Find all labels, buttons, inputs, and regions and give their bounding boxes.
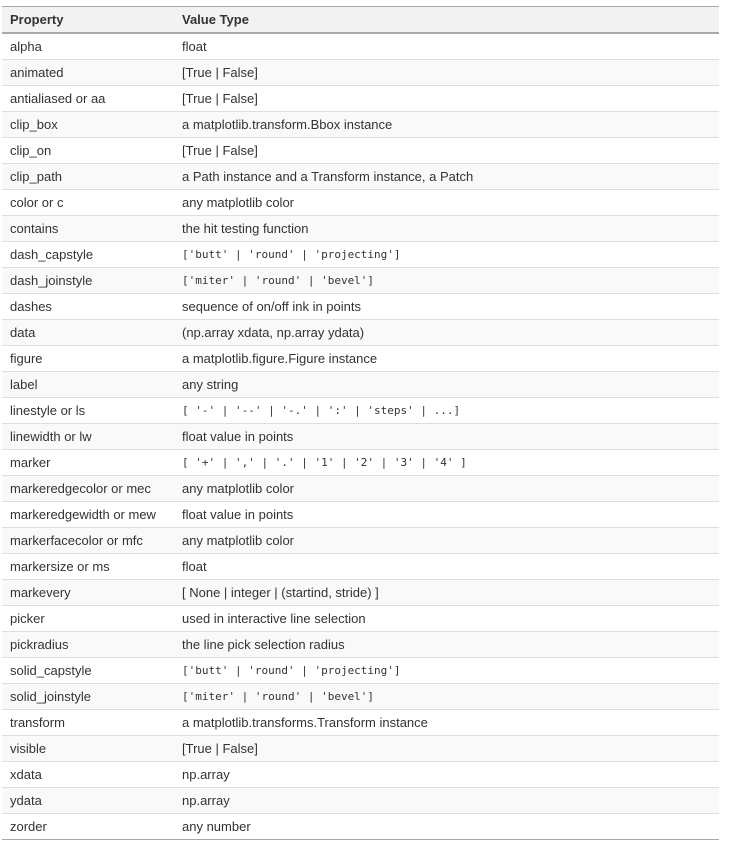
value-type-cell: float: [174, 33, 719, 60]
property-cell: markerfacecolor or mfc: [2, 527, 174, 553]
property-cell: xdata: [2, 761, 174, 787]
value-type-cell: a matplotlib.transform.Bbox instance: [174, 111, 719, 137]
header-value-type: Value Type: [174, 7, 719, 33]
property-cell: clip_path: [2, 163, 174, 189]
table-row: [2, 735, 719, 761]
value-type-cell: a Path instance and a Transform instance, a Patch: [174, 163, 719, 189]
table-row: [2, 657, 719, 683]
table-row: [2, 553, 719, 579]
value-type-cell: used in interactive line selection: [174, 605, 719, 631]
value-type-cell: ['butt' | 'round' | 'projecting']: [174, 657, 719, 683]
property-cell: linestyle or ls: [2, 397, 174, 423]
table-row: [2, 345, 719, 371]
property-cell: markeredgewidth or mew: [2, 501, 174, 527]
property-cell: color or c: [2, 189, 174, 215]
table-row: [2, 163, 719, 189]
table-row: [2, 293, 719, 319]
table-row: [2, 631, 719, 657]
property-cell: data: [2, 319, 174, 345]
value-type-cell: any matplotlib color: [174, 189, 719, 215]
property-cell: antialiased or aa: [2, 85, 174, 111]
value-type-cell: [True | False]: [174, 137, 719, 163]
table-row: [2, 371, 719, 397]
table-row: [2, 33, 719, 60]
property-cell: transform: [2, 709, 174, 735]
value-type-cell: np.array: [174, 787, 719, 813]
table-row: [2, 423, 719, 449]
value-type-cell: [ None | integer | (startind, stride) ]: [174, 579, 719, 605]
table-row: [2, 501, 719, 527]
property-cell: animated: [2, 59, 174, 85]
value-type-cell: any number: [174, 813, 719, 839]
value-type-cell: [True | False]: [174, 59, 719, 85]
property-cell: ydata: [2, 787, 174, 813]
table-row: [2, 59, 719, 85]
table-row: [2, 527, 719, 553]
table-row: [2, 215, 719, 241]
value-type-cell: [True | False]: [174, 85, 719, 111]
property-cell: picker: [2, 605, 174, 631]
table-row: [2, 85, 719, 111]
value-type-cell: any string: [174, 371, 719, 397]
property-table-container: [2, 6, 719, 840]
property-cell: zorder: [2, 813, 174, 839]
property-cell: alpha: [2, 33, 174, 60]
table-row: [2, 605, 719, 631]
table-row: [2, 397, 719, 423]
value-type-cell: np.array: [174, 761, 719, 787]
property-cell: dash_joinstyle: [2, 267, 174, 293]
value-type-cell: any matplotlib color: [174, 527, 719, 553]
value-type-cell: the line pick selection radius: [174, 631, 719, 657]
table-row: [2, 709, 719, 735]
table-header-row: [2, 7, 719, 33]
value-type-cell: a matplotlib.figure.Figure instance: [174, 345, 719, 371]
value-type-cell: any matplotlib color: [174, 475, 719, 501]
value-type-cell: sequence of on/off ink in points: [174, 293, 719, 319]
property-cell: pickradius: [2, 631, 174, 657]
value-type-cell: ['miter' | 'round' | 'bevel']: [174, 683, 719, 709]
value-type-cell: float: [174, 553, 719, 579]
property-cell: dashes: [2, 293, 174, 319]
value-type-cell: ['miter' | 'round' | 'bevel']: [174, 267, 719, 293]
table-row: [2, 267, 719, 293]
table-row: [2, 111, 719, 137]
property-table: [2, 6, 719, 840]
property-cell: marker: [2, 449, 174, 475]
property-cell: visible: [2, 735, 174, 761]
value-type-cell: ['butt' | 'round' | 'projecting']: [174, 241, 719, 267]
value-type-cell: a matplotlib.transforms.Transform instance: [174, 709, 719, 735]
table-row: [2, 813, 719, 839]
table-row: [2, 579, 719, 605]
property-cell: markevery: [2, 579, 174, 605]
value-type-cell: [True | False]: [174, 735, 719, 761]
value-type-cell: (np.array xdata, np.array ydata): [174, 319, 719, 345]
table-body: [2, 33, 719, 840]
value-type-cell: float value in points: [174, 423, 719, 449]
table-row: [2, 189, 719, 215]
header-property: Property: [2, 7, 174, 33]
property-cell: clip_on: [2, 137, 174, 163]
table-row: [2, 137, 719, 163]
value-type-cell: [ '+' | ',' | '.' | '1' | '2' | '3' | '4' ]: [174, 449, 719, 475]
table-row: [2, 683, 719, 709]
property-cell: markersize or ms: [2, 553, 174, 579]
property-cell: solid_joinstyle: [2, 683, 174, 709]
table-row: [2, 761, 719, 787]
property-cell: dash_capstyle: [2, 241, 174, 267]
value-type-cell: float value in points: [174, 501, 719, 527]
value-type-cell: the hit testing function: [174, 215, 719, 241]
property-cell: markeredgecolor or mec: [2, 475, 174, 501]
property-cell: linewidth or lw: [2, 423, 174, 449]
table-row: [2, 319, 719, 345]
table-row: [2, 241, 719, 267]
property-cell: contains: [2, 215, 174, 241]
value-type-cell: [ '-' | '--' | '-.' | ':' | 'steps' | ...]: [174, 397, 719, 423]
property-cell: figure: [2, 345, 174, 371]
table-row: [2, 787, 719, 813]
property-cell: solid_capstyle: [2, 657, 174, 683]
table-row: [2, 475, 719, 501]
table-row: [2, 449, 719, 475]
property-cell: label: [2, 371, 174, 397]
property-cell: clip_box: [2, 111, 174, 137]
